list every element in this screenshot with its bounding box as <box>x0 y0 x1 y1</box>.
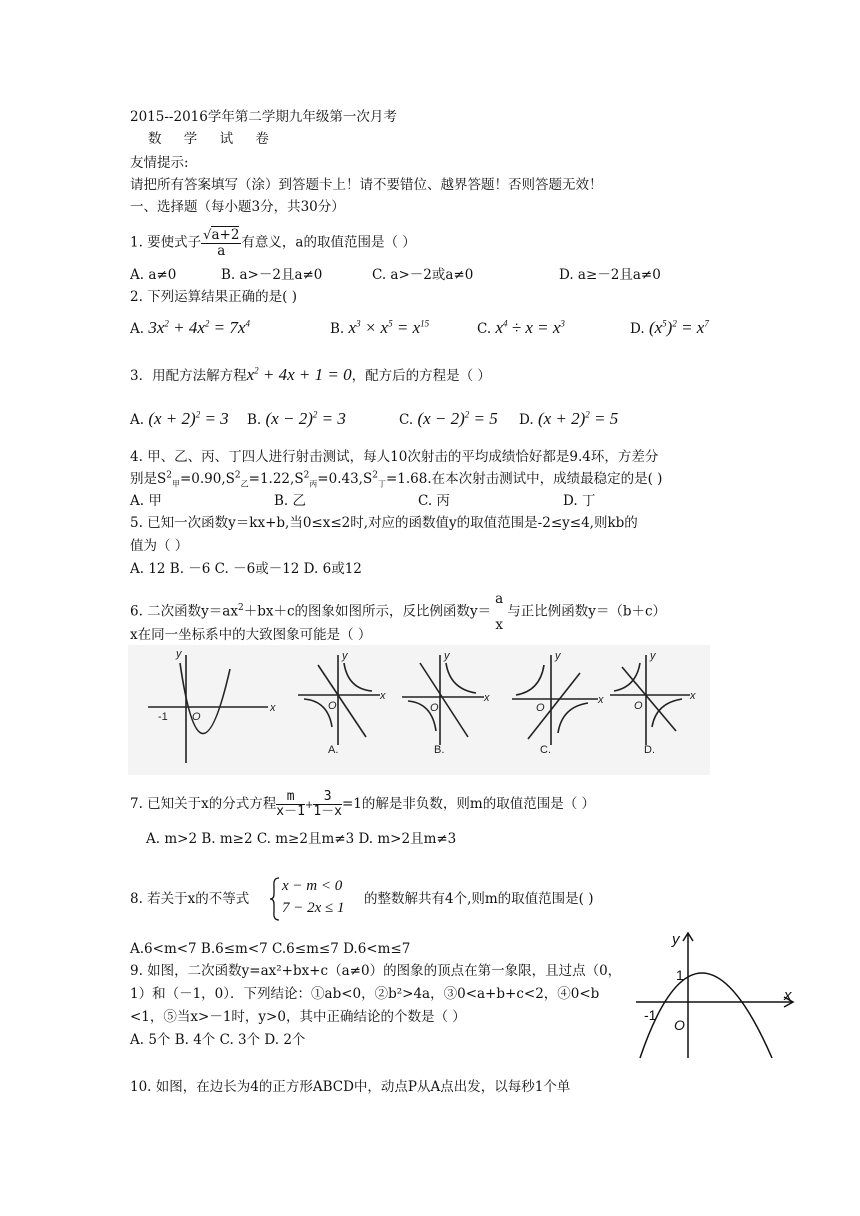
q9-y-label: y <box>672 931 680 948</box>
main-origin-label: O <box>192 711 201 723</box>
q7-fraction-1: $\frac{m}{x-1}$ <box>276 789 305 819</box>
svg-text:O: O <box>634 700 643 712</box>
svg-text:y: y <box>342 650 348 662</box>
graph-a-label: A. <box>328 744 339 756</box>
main-x-label: x <box>270 702 276 714</box>
q4-option-c: C. 丙 <box>418 493 450 509</box>
q1-option-a: A. a≠0 <box>130 267 177 283</box>
question-3-stem: 3．用配方法解方程$x^2 + 4x + 1 = 0$，配方后的方程是（ ） <box>130 365 491 384</box>
q9-one-label: 1 <box>676 967 684 983</box>
q1-option-c: C. a>－2或a≠0 <box>372 267 474 283</box>
graph-a-hyperbola-1 <box>344 663 372 691</box>
q9-parabola <box>640 973 772 1058</box>
svg-text:x: x <box>598 694 604 706</box>
question-7-stem: 7. 已知关于x的分式方程 $\frac{m}{x-1}$ + $\frac{3}{1-x}$ =1的解是非负数，则m的取值范围是（ ） <box>130 789 595 819</box>
q2-option-a: A. $3x^2 + 4x^2 = 7x^4$ <box>130 318 250 337</box>
graph-b-label: B. <box>434 744 445 756</box>
q6-graphs-svg <box>128 645 710 775</box>
q3-option-b: B. $(x - 2)^2 = 3$ <box>247 409 346 428</box>
graph-b-line <box>420 663 468 737</box>
exam-subtitle: 数 学 试 卷 <box>148 131 278 147</box>
question-8-suffix: 的整数解共有4个,则m的取值范围是( ) <box>364 891 594 907</box>
q2-option-c: C. $x^4 \div x = x^3$ <box>477 318 565 337</box>
q6-fraction: a x <box>495 591 504 633</box>
brace-icon <box>268 876 282 922</box>
q1-fraction: $\frac{√a+2}{a}$ <box>203 227 240 259</box>
question-9-line-3: <1，⑤当x>－1时，y>0，其中正确结论的个数是（ ） <box>130 1009 466 1025</box>
q9-neg1-label: -1 <box>644 1007 657 1023</box>
q9-graph <box>636 928 798 1062</box>
q8-options: A.6<m<7 B.6≤m<7 C.6≤m≤7 D.6<m≤7 <box>130 941 411 957</box>
question-10-line-1: 10. 如图，在边长为4的正方形ABCD中，动点P从A点出发，以每秒1个单 <box>130 1079 571 1095</box>
svg-text:x: x <box>380 690 386 702</box>
question-9-line-1: 9. 如图，二次函数y=ax²+bx+c（a≠0）的图象的顶点在第一象限，且过点（0， <box>130 963 622 979</box>
question-5-line-1: 5. 已知一次函数y＝kx+b,当0≤x≤2时,对应的函数值y的取值范围是-2≤y≤4,则kb的 <box>130 515 638 531</box>
question-4-line-2: 别是$S^2_甲=0.90,S^2_乙=1.22,S^2_丙=0.43,S^2_丁=1.68$.在本次射击测试中，成绩最稳定的是( ) <box>130 470 663 489</box>
q5-options: A. 12 B. －6 C. －6或－12 D. 6或12 <box>130 561 362 577</box>
q3-option-a: A. $(x + 2)^2 = 3$ <box>130 409 229 428</box>
q7-fraction-2: $\frac{3}{1-x}$ <box>313 789 342 819</box>
question-8-prefix: 8. 若关于x的不等式 <box>130 891 250 907</box>
graph-b-hyperbola-1 <box>446 663 476 693</box>
q9-origin-label: O <box>674 1017 685 1033</box>
question-2-stem: 2. 下列运算结果正确的是( ) <box>130 289 297 305</box>
q4-option-d: D. 丁 <box>563 493 596 509</box>
q4-option-b: B. 乙 <box>274 493 307 509</box>
main-parabola <box>180 663 230 734</box>
svg-text:O: O <box>536 702 545 714</box>
graph-d-line <box>622 667 676 731</box>
q4-option-a: A. 甲 <box>130 493 162 509</box>
question-5-line-2: 值为（ ） <box>130 538 189 554</box>
graph-c-label: C. <box>540 744 551 756</box>
q3-option-d: D. $(x + 2)^2 = 5$ <box>519 409 619 428</box>
question-9-line-2: 1）和（－1，0）．下列结论：①ab<0，②b²>4a，③0<a+b+c<2，④0<b <box>130 986 600 1002</box>
svg-text:x: x <box>690 690 696 702</box>
main-neg1-label: -1 <box>158 711 168 723</box>
graph-d-hyperbola-2 <box>652 699 682 727</box>
graph-d-label: D. <box>644 744 655 756</box>
exam-title: 2015--2016学年第二学期九年级第一次月考 <box>130 109 397 125</box>
question-1-stem: 1. 要使式子 $\frac{√a+2}{a}$ 有意义，a的取值范围是（ ） <box>130 227 416 259</box>
q9-graph-svg <box>636 928 798 1062</box>
question-6-line-2: x在同一坐标系中的大致图象可能是（ ） <box>130 627 372 643</box>
q2-option-b: B. $x^3 \times x^5 = x^{15}$ <box>330 318 430 337</box>
q1-option-d: D. a≥－2且a≠0 <box>559 267 661 283</box>
question-6-line-1: 6. 二次函数$y=ax^2+bx+c$的图象如图所示，反比例函数y＝ a x 与正比例函数y＝（b＋c） <box>130 591 667 633</box>
question-4-line-1: 4. 甲、乙、丙、丁四人进行射击测试，每人10次射击的平均成绩恰好都是9.4环，方差分 <box>130 449 659 465</box>
section-heading: 一、选择题（每小题3分，共30分） <box>130 199 345 215</box>
svg-text:y: y <box>444 650 450 662</box>
graph-d-hyperbola-1 <box>614 663 640 691</box>
svg-text:x: x <box>484 692 490 704</box>
q9-x-label: x <box>784 987 792 1004</box>
main-y-label: y <box>176 648 182 660</box>
q7-options: A. m>2 B. m≥2 C. m≥2且m≠3 D. m>2且m≠3 <box>146 831 457 847</box>
svg-text:y: y <box>555 650 561 662</box>
tip-label: 友情提示: <box>130 155 189 171</box>
q2-option-d: D. $(x^5)^2 = x^7$ <box>630 318 709 337</box>
q8-inequality-system: x − m < 0 7 − 2x ≤ 1 <box>268 876 368 922</box>
tip-text: 请把所有答案填写（涂）到答题卡上！请不要错位、越界答题！否则答题无效！ <box>130 177 603 193</box>
graph-c-hyperbola-1 <box>516 665 544 695</box>
graph-a-line <box>318 665 366 737</box>
graph-c-hyperbola-2 <box>558 703 588 733</box>
q6-graph-panel <box>128 645 710 775</box>
svg-text:y: y <box>650 650 656 662</box>
q9-options: A. 5个 B. 4个 C. 3个 D. 2个 <box>130 1032 306 1048</box>
svg-text:O: O <box>328 700 337 712</box>
q1-option-b: B. a>－2且a≠0 <box>221 267 323 283</box>
svg-text:O: O <box>430 702 439 714</box>
q3-option-c: C. $(x - 2)^2 = 5$ <box>399 409 498 428</box>
